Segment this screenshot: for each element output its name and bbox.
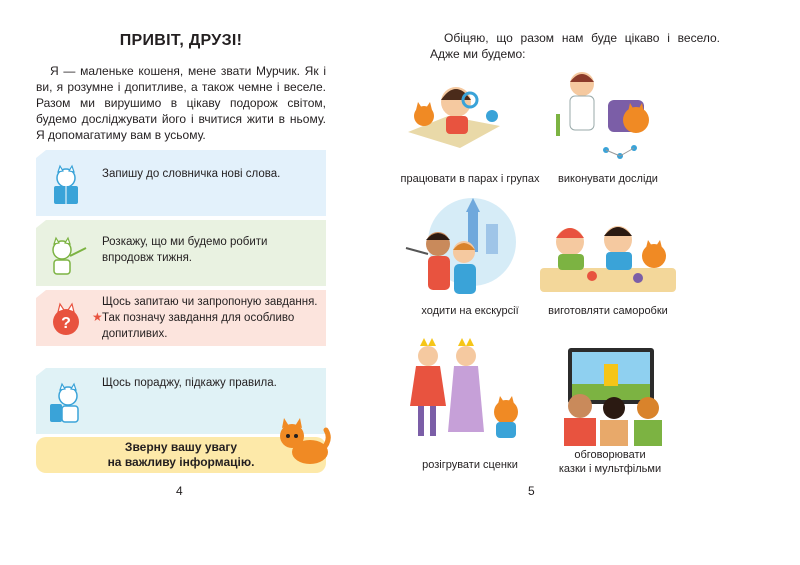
callout-line: Зверну вашу увагу xyxy=(124,440,238,454)
legend-text: Запишу до словничка нові слова. xyxy=(102,168,281,180)
page-title: ПРИВІТ, ДРУЗІ! xyxy=(119,32,243,49)
legend-dictionary xyxy=(36,150,326,216)
activity-caption: працювати в парах і групах xyxy=(400,173,540,185)
caption-line: обговорювати xyxy=(574,449,646,461)
svg-text:?: ? xyxy=(61,315,71,332)
page-number: 4 xyxy=(176,484,183,498)
cat-mascot-icon xyxy=(272,416,332,466)
page-number: 5 xyxy=(528,484,535,498)
promise-paragraph: Обіцяю, що разом нам буде цікаво і весело. Адже ми будемо: xyxy=(430,31,720,61)
caption-line: казки і мультфільми xyxy=(558,463,662,475)
activity-caption: виготовляти саморобки xyxy=(548,305,668,317)
legend-text xyxy=(102,234,267,266)
intro-paragraph: Я — маленьке кошеня, мене звати Мурчик. Як і ви, я розумне і допитливе, а також чемне і веселе. Разом ми вирушимо в цікаву подорож світом, будемо досліджувати його і вчитися жити в ньому. Я допомагатиму вам в усьому. xyxy=(36,64,326,142)
cat-book-icon xyxy=(44,164,88,208)
activity-caption xyxy=(540,448,680,476)
legend-text-line: Щось запитаю чи запропоную завдання. xyxy=(102,296,318,308)
right-page xyxy=(400,0,800,565)
kids-watching-cartoons-illustration xyxy=(556,346,668,446)
cat-advice-icon xyxy=(44,382,88,426)
legend-text-span: Так позначу завдання для особливо xyxy=(102,312,295,324)
activity-caption: виконувати досліди xyxy=(558,173,658,185)
question-cat-icon xyxy=(44,298,88,342)
activity-caption: розігрувати сценки xyxy=(422,459,518,471)
legend-text-line: допитливих. xyxy=(102,328,168,340)
cat-pointer-icon xyxy=(44,234,88,278)
legend-text-line xyxy=(92,310,318,326)
legend-text-line: впродовж тижня. xyxy=(102,252,193,264)
kids-pair-work-illustration xyxy=(408,70,518,168)
legend-text-line: Розкажу, що ми будемо робити xyxy=(102,236,268,248)
kids-excursion-illustration xyxy=(400,194,524,298)
kids-role-play-illustration xyxy=(402,336,522,444)
legend-text xyxy=(92,294,318,342)
legend-question xyxy=(36,290,326,346)
star-icon: ★ xyxy=(92,310,103,324)
legend-text: Щось пораджу, підкажу правила. xyxy=(102,377,277,389)
kids-crafts-illustration xyxy=(540,212,676,298)
kid-experiment-illustration xyxy=(548,66,668,166)
activity-caption: ходити на екскурсії xyxy=(421,305,519,317)
callout-line: на важливу інформацію. xyxy=(107,455,255,469)
legend-week-plan xyxy=(36,220,326,286)
